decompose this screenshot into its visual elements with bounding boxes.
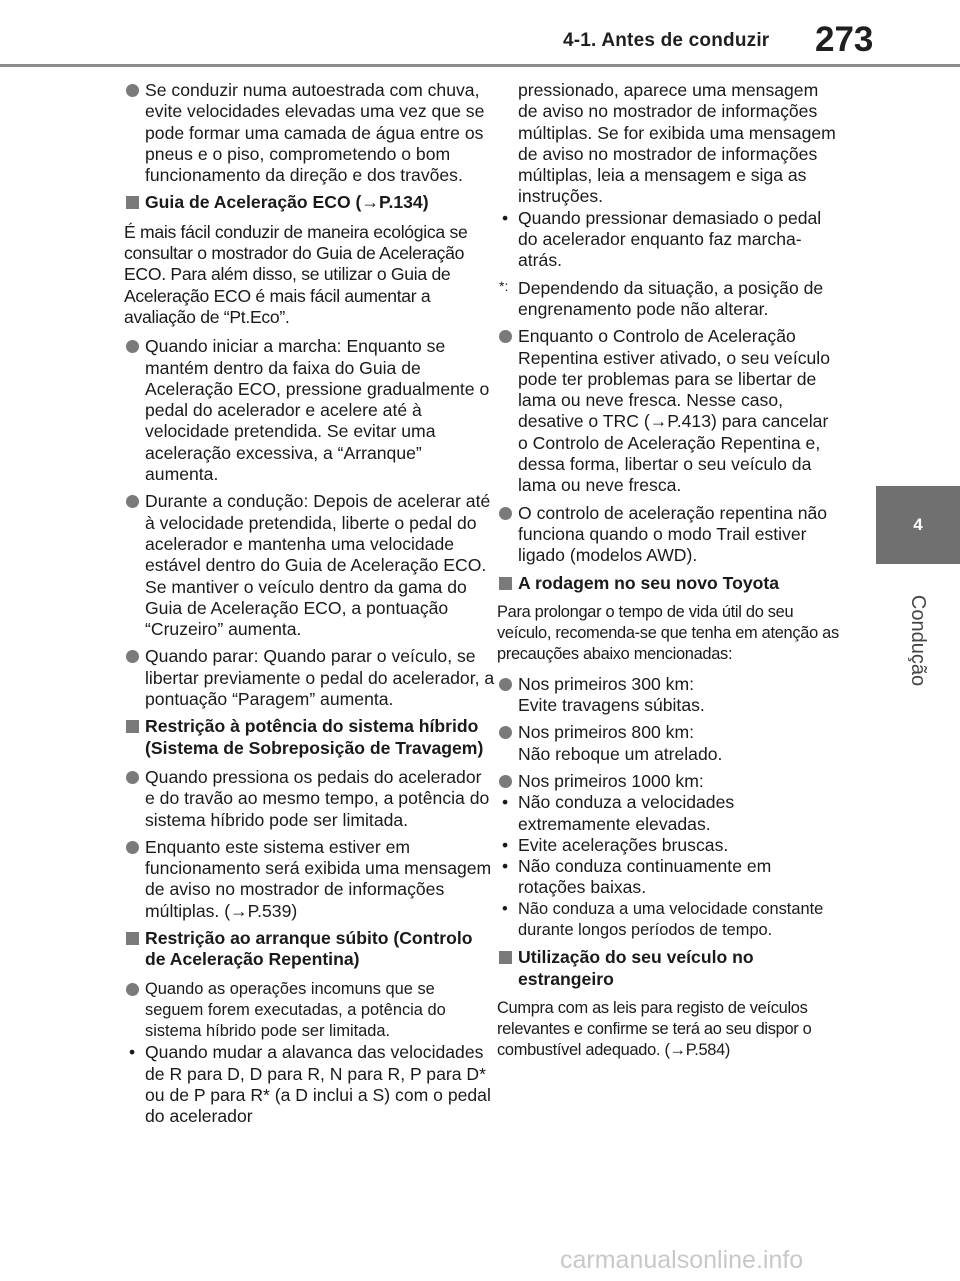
footnote: *: Dependendo da situação, a posição de engrenamento pode não alterar. (499, 277, 824, 319)
sub-item: • Não conduza a velocidades extremamente elevadas. (502, 792, 735, 834)
header-rule (0, 64, 960, 67)
chapter-number: 4 (913, 515, 923, 534)
square-bullet-icon (126, 932, 139, 945)
section-heading: Restrição à potência do sistema híbrido (Sistema de Sobreposição de Travagem) (124, 716, 496, 759)
bullet-dot-icon (126, 841, 139, 854)
bullet-item: Enquanto o Controlo de Aceleração Repentina estiver ativado, o seu veículo pode ter problemas para se libertar de lama ou neve fresca. Nesse caso, desative o TRC (→P.413) para cancelar o Controlo de Aceleração Repentina e, dessa forma, libertar o seu veículo da lama ou neve fresca. (497, 326, 842, 496)
page-number: 273 (815, 20, 874, 59)
section-heading: A rodagem no seu novo Toyota (497, 573, 842, 594)
bullet-dot-icon (499, 775, 512, 788)
bullet-item: Quando iniciar a marcha: Enquanto se mantém dentro da faixa do Guia de Aceleração ECO, pressione gradualmente o pedal do acelerador e acelere até à velocidade pretendida. Se evitar uma aceleração excessiva, a “Arranque” aumenta. (124, 336, 496, 485)
bullet-dot-icon (126, 771, 139, 784)
sub-item: • Quando pressionar demasiado o pedal do acelerador enquanto faz marcha-atrás. (502, 207, 822, 271)
chapter-tab[interactable] (876, 486, 960, 564)
bullet-item: Quando parar: Quando parar o veículo, se libertar previamente o pedal do acelerador, a pontuação “Paragem” aumenta. (124, 646, 496, 710)
continued-text: pressionado, aparece uma mensagem de aviso no mostrador de informações múltiplas. Se for exibida uma mensagem de aviso no mostrador de informações múltiplas, leia a mensagem e siga as instruções. (518, 80, 836, 207)
paragraph: Cumpra com as leis para registo de veículos relevantes e confirme se terá ao seu dispor o combustível adequado. (→P.584) (497, 998, 812, 1060)
section-heading: Utilização do seu veículo no estrangeiro (497, 947, 842, 990)
sub-item: • Não conduza continuamente em rotações baixas. (502, 856, 772, 898)
bullet-dot-icon (499, 678, 512, 691)
bullet-dot-icon (126, 84, 139, 97)
paragraph: É mais fácil conduzir de maneira ecológica se consultar o mostrador do Guia de Aceleração ECO. Para além disso, se utilizar o Guia de Aceleração ECO é mais fácil aumentar a avaliação de “Pt.Eco”. (124, 221, 468, 327)
bullet-dot-icon (126, 650, 139, 663)
square-bullet-icon (499, 577, 512, 590)
bullet-dot-icon (499, 726, 512, 739)
bullet-item: Nos primeiros 800 km: Não reboque um atrelado. (497, 722, 842, 765)
sub-item: • Evite acelerações bruscas. (502, 834, 729, 855)
sub-item: • Quando mudar a alavanca das velocidades de R para D, D para R, N para R, P para D* ou de P para R* (a D inclui a S) com o pedal do acelerador (129, 1042, 491, 1127)
bullet-dot-icon (126, 495, 139, 508)
section-heading: Restrição ao arranque súbito (Controlo de Aceleração Repentina) (124, 928, 496, 971)
paragraph: Para prolongar o tempo de vida útil do seu veículo, recomenda-se que tenha em atenção as precauções abaixo mencionadas: (497, 602, 839, 664)
bullet-item: Nos primeiros 300 km: Evite travagens súbitas. (497, 674, 842, 717)
sub-item: • Não conduza a uma velocidade constante durante longos períodos de tempo. (502, 899, 824, 939)
bullet-dot-icon (126, 340, 139, 353)
watermark: carmanualsonline.info (560, 1246, 804, 1274)
square-bullet-icon (126, 720, 139, 733)
square-bullet-icon (499, 951, 512, 964)
bullet-item: Enquanto este sistema estiver em funcionamento será exibida uma mensagem de aviso no mostrador de informações múltiplas. (→P.539) (124, 837, 496, 922)
footnote-mark: *: (499, 277, 509, 294)
section-heading: Guia de Aceleração ECO (→P.134) (124, 192, 496, 213)
bullet-item: Se conduzir numa autoestrada com chuva, evite velocidades elevadas uma vez que se pode formar uma camada de água entre os pneus e o piso, comprometendo o bom funcionamento da direção e dos travões. (124, 80, 496, 186)
section-title: 4-1. Antes de conduzir (563, 30, 770, 51)
bullet-item: Quando pressiona os pedais do acelerador e do travão ao mesmo tempo, a potência do sistema híbrido pode ser limitada. (124, 767, 496, 831)
left-column (124, 80, 496, 1128)
chapter-label (868, 580, 960, 700)
bullet-dot-icon (126, 983, 139, 996)
bullet-dot-icon (499, 507, 512, 520)
bullet-item: O controlo de aceleração repentina não funciona quando o modo Trail estiver ligado (modelos AWD). (497, 503, 842, 567)
bullet-item: Nos primeiros 1000 km: (497, 771, 842, 792)
bullet-item: Durante a condução: Depois de acelerar até à velocidade pretendida, liberte o pedal do acelerador e mantenha uma velocidade estável dentro do Guia de Aceleração ECO. Se mantiver o veículo dentro da gama do Guia de Aceleração ECO, a pontuação “Cruzeiro” aumenta. (124, 491, 496, 640)
bullet-item: Quando as operações incomuns que se seguem forem executadas, a potência do sistema híbrido pode ser limitada. (124, 979, 496, 1043)
right-column (497, 80, 842, 1070)
bullet-dot-icon (499, 330, 512, 343)
chapter-label-text: Condução (907, 594, 930, 686)
square-bullet-icon (126, 196, 139, 209)
